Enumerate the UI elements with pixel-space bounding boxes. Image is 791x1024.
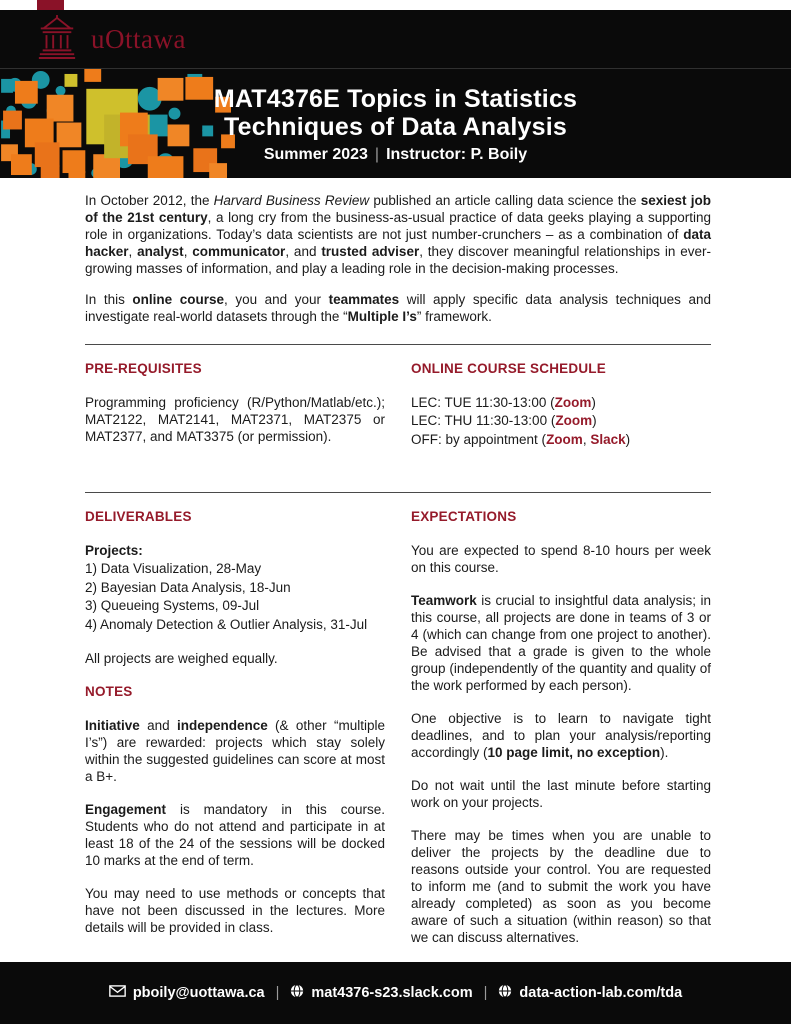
banner-titles [0, 69, 791, 178]
schedule-heading: ONLINE COURSE SCHEDULE [411, 361, 606, 376]
email-link[interactable]: pboily@uottawa.ca [132, 985, 265, 1001]
text-segment: Harvard Business Review [213, 193, 370, 208]
text-segment: ” framework. [416, 309, 492, 324]
red-tab [37, 0, 64, 10]
footer-email [109, 985, 265, 1001]
course-title-line1: MAT4376E Topics in Statistics [213, 85, 578, 113]
text-segment: will apply specific data analysis techniques and investigate real-world datasets through the “ [85, 292, 711, 324]
deliverables-note: All projects are weighed equally. [85, 651, 278, 667]
header [0, 10, 791, 178]
text-segment: Teamwork [411, 593, 477, 608]
section-prerequisites [85, 360, 385, 461]
text-segment: ) [625, 431, 631, 447]
intro-paragraph-1 [85, 192, 711, 277]
top-strip [0, 0, 791, 10]
divider-top [85, 344, 711, 345]
text-segment: LEC: TUE 11:30-13:00 ( [411, 395, 555, 410]
uottawa-logo [0, 10, 791, 69]
footer-website [498, 984, 682, 1002]
notes-paragraph [85, 885, 385, 936]
text-segment: Initiative [85, 718, 140, 734]
expectations-heading: EXPECTATIONS [411, 509, 517, 524]
notes-heading: NOTES [85, 684, 133, 700]
right-column [411, 508, 711, 962]
zoom-link[interactable]: Zoom [555, 413, 593, 429]
footer-separator: | [275, 985, 280, 1001]
text-segment: trusted adviser [321, 244, 420, 259]
expectations-paragraphs [411, 542, 711, 946]
deliverables-heading: DELIVERABLES [85, 509, 192, 524]
term-label: Summer 2023 [263, 146, 368, 163]
notes-paragraph [85, 717, 385, 785]
expectations-paragraph [411, 827, 711, 946]
text-segment: Engagement [85, 802, 167, 818]
text-segment: Do not wait until the last minute before starting work on your projects. [411, 778, 711, 810]
text-segment: You are expected to spend 8-10 hours per week on this course. [411, 543, 711, 575]
row-prerequisites-schedule [85, 360, 711, 473]
zoom-link[interactable]: Zoom [546, 431, 583, 447]
text-segment: ) [591, 395, 596, 410]
left-column [85, 508, 385, 962]
text-segment: ). [660, 745, 669, 760]
text-segment: One objective is to learn to navigate tight deadlines, and to plan your analysis/reporting accordingly ( [411, 711, 711, 760]
text-segment: independence [176, 718, 268, 734]
slack-link[interactable]: Slack [590, 431, 626, 447]
slack-link[interactable]: mat4376-s23.slack.com [311, 985, 473, 1001]
expectations-paragraph [411, 777, 711, 811]
banner [0, 69, 791, 178]
text-segment: and [139, 718, 177, 734]
text-segment: , you and your [224, 292, 329, 307]
section-expectations [411, 508, 711, 946]
schedule-line [411, 412, 711, 430]
text-segment: (& other “multiple I’s”) are rewarded: projects which stay solely within the suggested guidelines can score at most a B+. [85, 718, 385, 785]
text-segment: ) [592, 413, 597, 429]
text-segment: , [582, 431, 591, 447]
text-segment: , [183, 244, 193, 259]
text-segment: OFF: by appointment ( [411, 431, 547, 447]
notes-paragraphs [85, 717, 385, 936]
text-segment: , they discover meaningful relationships in ever-growing masses of information, and play a leading role in the decision-making processes. [85, 244, 711, 276]
text-segment: , a long cry from the business-as-usual practice of data geeks playing a supporting role in organizations. Today’s data scientists are not just number-crunchers – as a combination of [85, 210, 711, 242]
row-deliverables-expectations [85, 508, 711, 962]
globe-icon [290, 984, 304, 1002]
expectations-paragraph [411, 592, 711, 694]
text-segment: You may need to use methods or concepts that have not been discussed in the lectures. More details will be provided in class. [85, 886, 385, 936]
section-notes [85, 683, 385, 936]
text-segment: is crucial to insightful data analysis; in this course, all projects are done in teams of 3 or 4 (which can change from one project to another). Be advised that a grade is given to the whole group (independently of the quantity and quality of the work performed by each person). [411, 593, 711, 693]
divider-middle [85, 492, 711, 493]
notes-paragraph [85, 801, 385, 869]
course-subtitle [264, 146, 527, 164]
text-segment: There may be times when you are unable to deliver the projects by the deadline due to reasons outside your control. You are requested to inform me (and to submit the work you have already completed) as soon as you become aware of such a situation (within reason) so that we can discuss alternatives. [411, 828, 711, 945]
text-segment: published an article calling data science the [369, 193, 641, 208]
text-segment: LEC: THU 11:30-13:00 ( [411, 413, 556, 429]
text-segment: data hacker [85, 227, 711, 259]
text-segment: analyst [137, 244, 184, 259]
uottawa-building-icon [36, 14, 78, 65]
text-segment: communicator [192, 244, 286, 259]
text-segment: online course [132, 292, 224, 307]
schedule-lines [411, 394, 711, 449]
expectations-paragraph [411, 542, 711, 576]
zoom-link[interactable]: Zoom [554, 395, 592, 410]
expectations-paragraph [411, 710, 711, 761]
footer-separator: | [483, 985, 488, 1001]
intro-paragraph-2 [85, 291, 711, 325]
project-item: 3) Queueing Systems, 09-Jul [85, 598, 260, 614]
text-segment: , [128, 244, 138, 259]
text-segment: sexiest job of the 21st century [85, 193, 711, 225]
text-segment: , and [285, 244, 322, 259]
prerequisites-heading: PRE-REQUISITES [85, 361, 202, 376]
projects-list [85, 560, 385, 634]
course-title-line2: Techniques of Data Analysis [224, 113, 567, 141]
envelope-icon [109, 985, 126, 1001]
globe-icon [498, 984, 512, 1002]
text-segment: is mandatory in this course. Students who do not attend and participate in at least 18 of the 24 of the sessions will be docked 10 marks at the end of term. [85, 802, 385, 869]
text-segment: teammates [328, 292, 400, 307]
schedule-line [411, 431, 711, 449]
project-item: 4) Anomaly Detection & Outlier Analysis, 31-Jul [85, 616, 368, 632]
text-segment: Multiple I’s [347, 309, 417, 324]
prerequisites-body: Programming proficiency (R/Python/Matlab/etc.); MAT2122, MAT2141, MAT2371, MAT2375 or MAT2377, and MAT3375 (or permission). [85, 395, 385, 444]
website-link[interactable]: data-action-lab.com/tda [519, 985, 683, 1001]
spacer [85, 634, 385, 650]
schedule-line [411, 394, 711, 412]
projects-label: Projects: [85, 543, 143, 558]
subtitle-separator: | [374, 146, 380, 163]
text-segment: 10 page limit, no exception [487, 745, 661, 760]
footer-slack [290, 984, 472, 1002]
instructor-label: Instructor: P. Boily [386, 146, 528, 163]
text-segment: In October 2012, the [85, 193, 214, 208]
project-item: 2) Bayesian Data Analysis, 18-Jun [85, 579, 291, 595]
content [0, 178, 791, 962]
section-schedule [411, 360, 711, 461]
project-item: 1) Data Visualization, 28-May [85, 561, 262, 577]
uottawa-logo-text: uOttawa [91, 23, 186, 54]
text-segment: In this [85, 292, 133, 307]
section-deliverables [85, 508, 385, 667]
footer [0, 962, 791, 1024]
